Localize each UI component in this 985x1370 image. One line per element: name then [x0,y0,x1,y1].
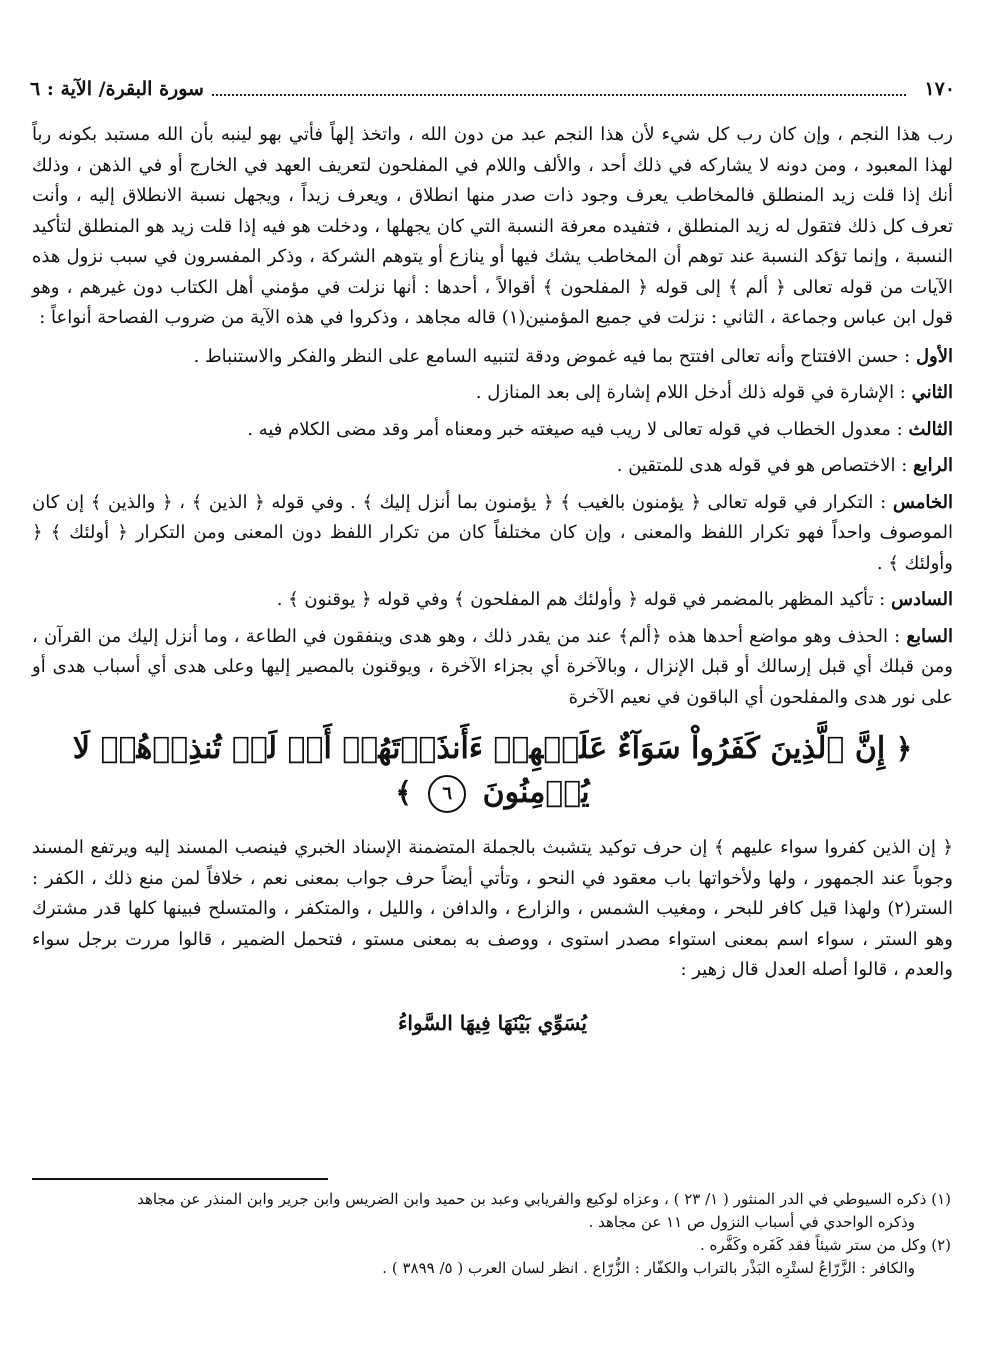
item-text: : التكرار في قوله تعالى ﴿ يؤمنون بالغيب ﴾ ﴿ يؤمنون بما أنزل إليك ﴾ . وفي قوله ﴿ الذين ﴾ ، ﴿ والذين ﴾ إن كان الموصوف واحداً فهو تكرار اللفظ والمعنى ، وإن كان مختلفاً كان من تكرار اللفظ دون المعنى ومن التكرار ﴿ أولئك ﴾ ﴿ وأولئك ﴾ . [32,491,953,574]
item-text: : حسن الافتتاح وأنه تعالى افتتح بما فيه غموض ودقة لتنبيه السامع على النظر والفكر والاستنباط . [193,345,916,367]
footnotes [34,1188,951,1280]
verse-open-bracket: ﴿ [895,732,913,765]
poem-line: يُسَوِّي بَيْنَهَا فِيهَا السَّواءُ [398,1010,587,1035]
page-number: ١٧٠ [924,78,955,100]
item-label: الخامس [892,491,953,513]
tafsir-paragraph: ﴿ إن الذين كفروا سواء عليهم ﴾ إن حرف توكيد يتشبث بالجملة المتضمنة الإسناد الخبري فينصب المسند إليه ويرتفع المسند وجوباً عند الجمهور ، ولها ولأخواتها باب معقود في النحو ، وتأتي أيضاً حرف جواب بمعنى نعم ، خلافاً لمن منع ذلك ، الكفر : الستر(٢) ولهذا قيل كافر للبحر ، ومغيب الشمس ، والزارع ، والدافن ، والليل ، والمتكفر ، والمتسلح فبينها كلها قدر مشترك وهو الستر ، سواء اسم بمعنى استواء مصدر استوى ، ووصف به بمعنى مستو ، فتحمل الضمير ، قالوا مررت برجل سواء والعدم ، قالوا أصله العدل قال زهير : [32,837,953,980]
header-dotted-leader [212,94,906,96]
item-label: السابع [906,625,953,647]
list-item [32,451,953,482]
item-label: الثاني [911,382,953,403]
main-text [32,120,953,1038]
footnote-divider [32,1178,328,1180]
list-item [32,488,953,580]
item-label: الأول [915,345,953,367]
item-label: السادس [890,589,953,610]
verse-close-bracket: ﴾ [395,776,412,809]
item-text: : الإشارة في قوله ذلك أدخل اللام إشارة إلى بعد المنازل . [475,382,912,403]
footnote-1-continuation: وذكره الواحدي في أسباب النزول ص ١١ عن مجاهد . [588,1213,915,1231]
list-item [32,342,953,373]
item-label: الثالث [908,418,953,440]
footnote-2-continuation: والكافر : الزَّرّاعُ لستْرِه البَذْر بالتراب والكفّار : الزُّرّاع . انظر لسان العرب ( ٥/ ٣٨٩٩ ) . [382,1259,915,1277]
item-text: : معدول الخطاب في قوله تعالى لا ريب فيه صيغته خبر ومعناه أمر وقد مضى الكلام فيه . [247,418,909,440]
item-label: الرابع [912,455,953,476]
verse-number: ٦ [428,775,466,813]
running-title: سورة البقرة/ الآية : ٦ [30,78,204,100]
footnote-2: (٢) وكل من ستر شيئاً فقد كَفَره وكَفَّره . [699,1236,951,1254]
intro-paragraph: رب هذا النجم ، وإن كان رب كل شيء لأن هذا النجم عبد من دون الله ، واتخذ إلهاً فأتي بهو لينبه بأن الله مستبد بكونه رباً لهذا المعبود ، ومن دونه لا يشاركه في ذلك أحد ، والألف واللام في المفلحون لتعريف العهد في الخارج أو في الذهن ، وذلك أنك إذا قلت زيد المنطلق فالمخاطب يعرف وجود ذات صدر منها انطلاق ، ويعرف زيداً ، ويجهل نسبة الانطلاق إليه ، وأنت تعرف كل ذلك فتقول له زيد المنطلق ، فتفيده معرفة النسبة التي كان يجهلها ، ودخلت هو فيه إذا قلت زيد هو المنطلق لتأكيد النسبة ، وإنما تؤكد النسبة عند توهم أن المخاطب يشك فيها أو ينازع أو يتوهم الشركة ، وذكر المفسرون في سبب نزول هذه الآيات من قوله تعالى ﴿ ألم ﴾ إلى قوله ﴿ المفلحون ﴾ أقوالاً ، أحدها : أنها نزلت في مؤمني أهل الكتاب دون غيرهم ، وهو قول ابن عباس وجماعة ، الثاني : نزلت في جميع المؤمنين(١) قاله مجاهد ، وذكروا في هذه الآية من ضروب الفصاحة أنواعاً : [32,124,953,328]
running-header [30,72,955,106]
item-text: : الاختصاص هو في قوله هدى للمتقين . [616,455,913,476]
list-item [32,378,953,409]
item-text: : الحذف وهو مواضع أحدها هذه ﴿ألم﴾ عند من يقدر ذلك ، وهو هدى وينفقون في الطاعة ، وما أنزل إليك من القرآن ، ومن قبلك أي قبل إرسالك أو قبل الإنزال ، وبالآخرة أي بجزاء الآخرة ، ويوقنون بالمصير إليها وعلى هدى أي أسباب هدى أو على نور هدى والمفلحون أي الباقون في نعيم الآخرة [32,625,953,708]
list-item [32,585,953,616]
verse-text: إِنَّ ٱلَّذِينَ كَفَرُواْ سَوَآءٌ عَلَيۡهِمۡ ءَأَنذَرۡتَهُمۡ أَمۡ لَمۡ تُنذِرۡهُمۡ لَا يُؤۡمِنُونَ [72,731,886,810]
eloquence-list [32,342,953,714]
item-text: : تأكيد المظهر بالمضمر في قوله ﴿ وأولئك هم المفلحون ﴾ وفي قوله ﴿ يوقنون ﴾ . [276,589,891,610]
footnote-1: (١) ذكره السيوطي في الدر المنثور ( ١/ ٢٣ ) ، وعزاه لوكيع والفريابي وعبد بن حميد وابن الضريس وابن جرير وابن المنذر عن مجاهد [137,1190,951,1208]
quran-verse [32,727,953,815]
list-item [32,415,953,446]
list-item [32,622,953,714]
